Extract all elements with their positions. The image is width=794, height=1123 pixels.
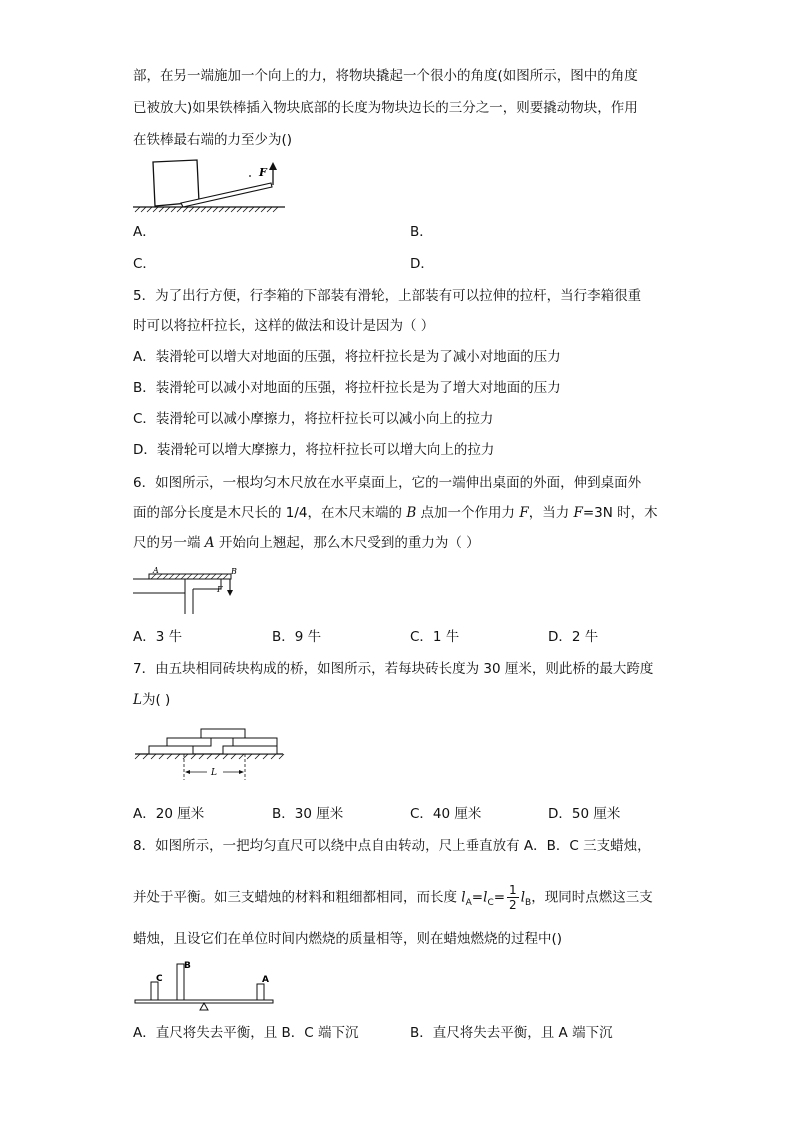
q6-option-b[interactable]: B．9 牛 xyxy=(272,629,322,645)
q4-force-label: F xyxy=(259,166,267,179)
q8-label-b: B xyxy=(184,961,191,971)
q5-option-b[interactable]: B．装滑轮可以减小对地面的压强，将拉杆拉长是为了增大对地面的压力 xyxy=(133,380,561,396)
q6-label-f: F xyxy=(217,585,223,594)
q8-label-a: A xyxy=(262,975,269,985)
q4-option-d[interactable]: D． xyxy=(410,256,434,272)
q7-label-l: L xyxy=(211,768,217,778)
q6-option-c[interactable]: C．1 牛 xyxy=(410,629,460,645)
q8-line-2: 并处于平衡。如三支蜡烛的材料和粗细都相同，而长度 $l_A=l_C=$ $\frac{1}{2}$ $l_B$，现同时点燃这三支 xyxy=(133,883,653,912)
q6-label-b: B xyxy=(231,567,237,576)
q6-line-3: 尺的另一端 A 开始向上翘起，那么木尺受到的重力为（ ） xyxy=(133,535,480,551)
q8-option-a[interactable]: A．直尺将失去平衡，且 B．C 端下沉 xyxy=(133,1025,359,1041)
q4-option-a[interactable]: A． xyxy=(133,224,156,240)
q7-option-c[interactable]: C．40 厘米 xyxy=(410,806,482,822)
q4-option-b[interactable]: B． xyxy=(410,224,433,240)
q4-option-c[interactable]: C． xyxy=(133,256,156,272)
q6-line-1: 6．如图所示，一根均匀木尺放在水平桌面上，它的一端伸出桌面的外面，伸到桌面外 xyxy=(133,475,642,491)
q8-fraction: $\frac{1}{2}$ xyxy=(509,883,517,912)
q6-option-d[interactable]: D．2 牛 xyxy=(548,629,599,645)
q7-line-2: L为( ) xyxy=(133,692,171,708)
q8-line-3: 蜡烛，且设它们在单位时间内燃烧的质量相等，则在蜡烛燃烧的过程中() xyxy=(133,931,563,947)
q4-line-3: 在铁棒最右端的力至少为() xyxy=(133,132,293,148)
q7-option-d[interactable]: D．50 厘米 xyxy=(548,806,621,822)
q4-lever-figure xyxy=(133,158,288,214)
q5-line-2: 时可以将拉杆拉长，这样的做法和设计是因为（ ） xyxy=(133,318,435,334)
q6-line-2: 面的部分长度是木尺长的 1/4，在木尺末端的 B 点加一个作用力 F，当力 F=3N 时，木 xyxy=(133,505,658,521)
q7-line-1: 7．由五块相同砖块构成的桥，如图所示，若每块砖长度为 30 厘米，则此桥的最大跨度 xyxy=(133,661,654,677)
q8-option-b[interactable]: B．直尺将失去平衡，且 A 端下沉 xyxy=(410,1025,613,1041)
q8-line-1: 8．如图所示，一把均匀直尺可以绕中点自由转动，尺上垂直放有 A．B．C 三支蜡烛， xyxy=(133,838,651,854)
q6-ruler-figure xyxy=(133,566,243,618)
q7-bridge-figure xyxy=(133,724,285,786)
q8-label-c: C xyxy=(156,974,163,984)
q4-line-1: 部，在另一端施加一个向上的力，将物块撬起一个很小的角度(如图所示，图中的角度 xyxy=(133,68,638,84)
q7-option-a[interactable]: A．20 厘米 xyxy=(133,806,205,822)
q5-option-c[interactable]: C．装滑轮可以减小摩擦力，将拉杆拉长可以减小向上的拉力 xyxy=(133,411,494,427)
q5-line-1: 5．为了出行方便，行李箱的下部装有滑轮，上部装有可以拉伸的拉杆，当行李箱很重 xyxy=(133,288,642,304)
q4-line-2: 已被放大)如果铁棒插入物块底部的长度为物块边长的三分之一，则要撬动物块，作用 xyxy=(133,100,638,116)
q7-option-b[interactable]: B．30 厘米 xyxy=(272,806,344,822)
q6-label-a: A xyxy=(153,566,159,575)
q5-option-a[interactable]: A．装滑轮可以增大对地面的压强，将拉杆拉长是为了减小对地面的压力 xyxy=(133,349,561,365)
q6-option-a[interactable]: A．3 牛 xyxy=(133,629,183,645)
q8-candles-figure xyxy=(133,958,278,1014)
q5-option-d[interactable]: D．装滑轮可以增大摩擦力，将拉杆拉长可以增大向上的拉力 xyxy=(133,442,495,458)
